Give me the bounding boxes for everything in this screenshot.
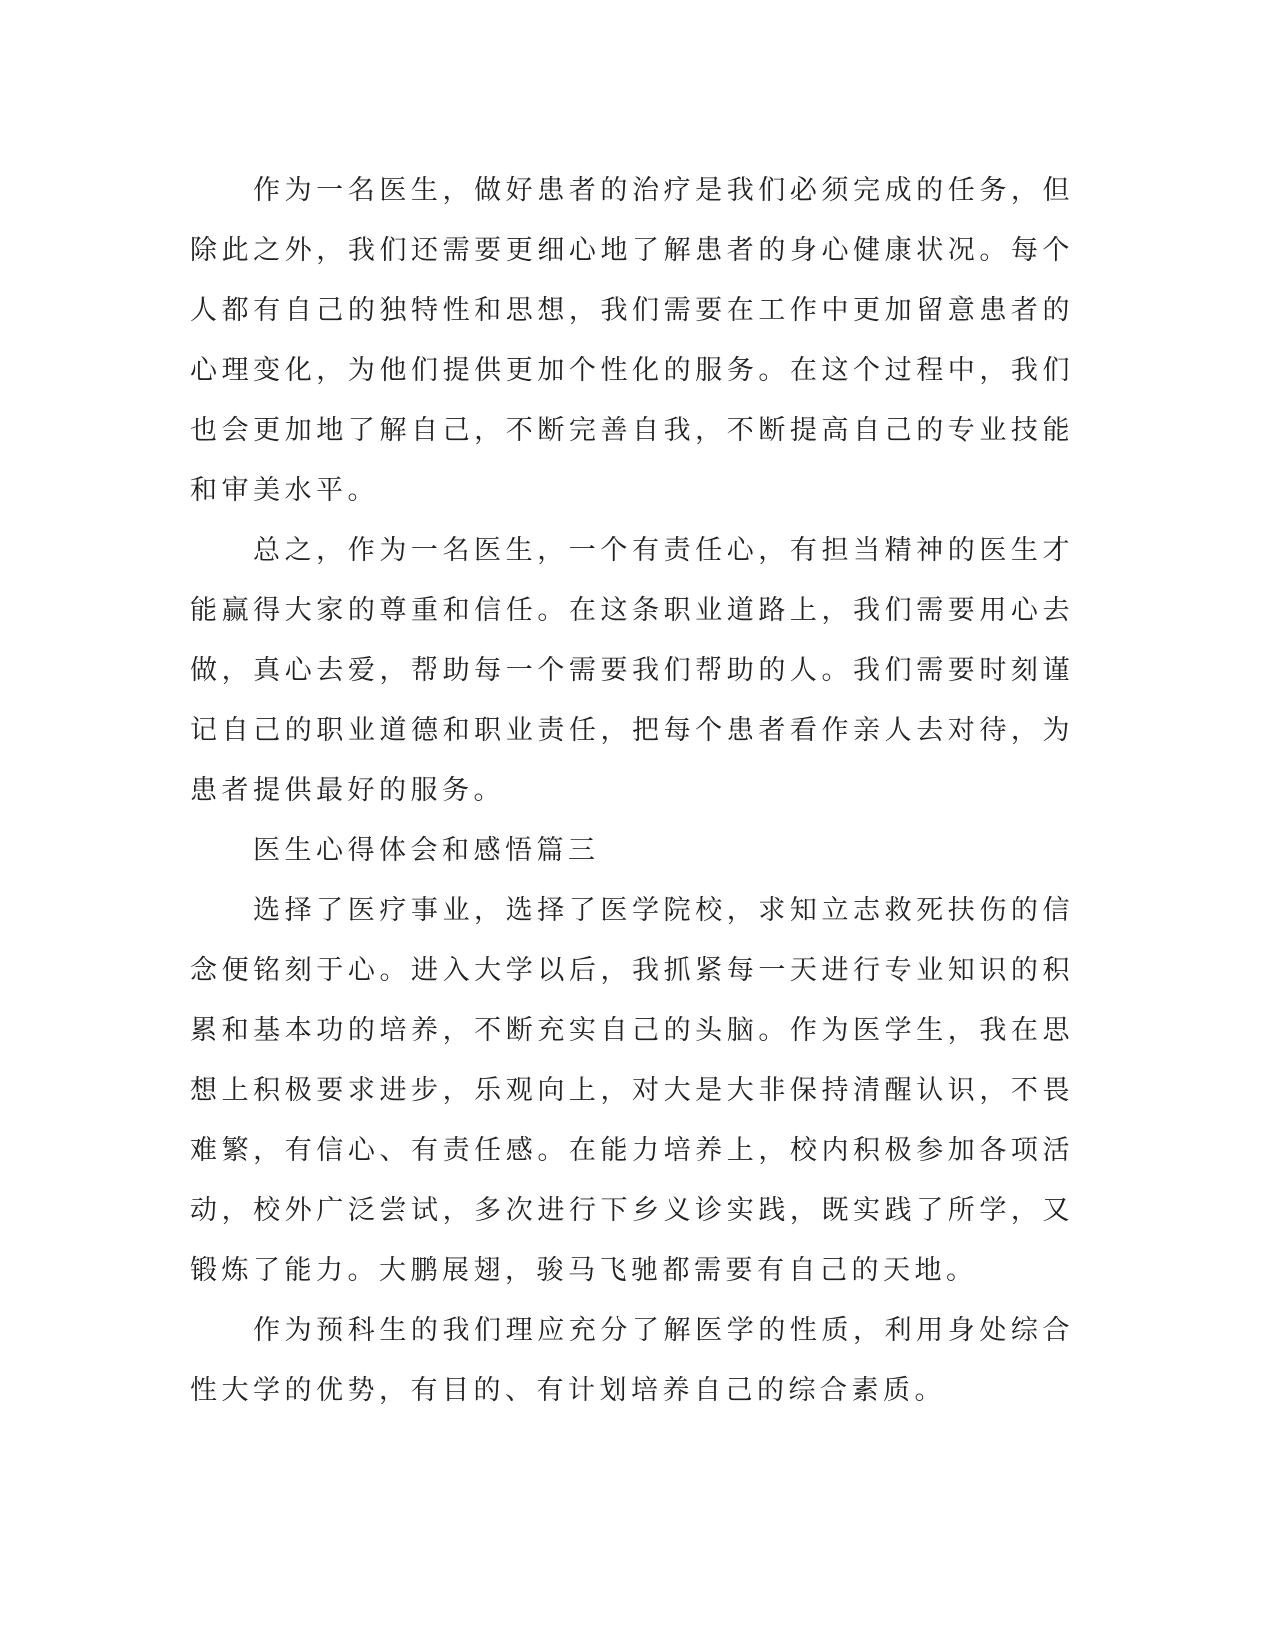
document-body xyxy=(190,161,1074,1421)
paragraph-preparatory-student: 作为预科生的我们理应充分了解医学的性质，利用身处综合性大学的优势，有目的、有计划培养自己的综合素质。 xyxy=(190,1315,1074,1406)
section-heading: 医生心得体会和感悟篇三 xyxy=(253,835,600,866)
paragraph-doctor-duty: 作为一名医生，做好患者的治疗是我们必须完成的任务，但除此之外，我们还需要更细心地了解患者的身心健康状况。每个人都有自己的独特性和思想，我们需要在工作中更加留意患者的心理变化，为他们提供更加个性化的服务。在这个过程中，我们也会更加地了解自己，不断完善自我，不断提高自己的专业技能和审美水平。 xyxy=(190,175,1074,506)
paragraph-conclusion: 总之，作为一名医生，一个有责任心，有担当精神的医生才能赢得大家的尊重和信任。在这条职业道路上，我们需要用心去做，真心去爱，帮助每一个需要我们帮助的人。我们需要时刻谨记自己的职业道德和职业责任，把每个患者看作亲人去对待，为患者提供最好的服务。 xyxy=(190,535,1074,806)
paragraph-medical-career: 选择了医疗事业，选择了医学院校，求知立志救死扶伤的信念便铭刻于心。进入大学以后，我抓紧每一天进行专业知识的积累和基本功的培养，不断充实自己的头脑。作为医学生，我在思想上积极要求进步，乐观向上，对大是大非保持清醒认识，不畏难繁，有信心、有责任感。在能力培养上，校内积极参加各项活动，校外广泛尝试，多次进行下乡义诊实践，既实践了所学，又锻炼了能力。大鹏展翅，骏马飞驰都需要有自己的天地。 xyxy=(190,895,1074,1286)
